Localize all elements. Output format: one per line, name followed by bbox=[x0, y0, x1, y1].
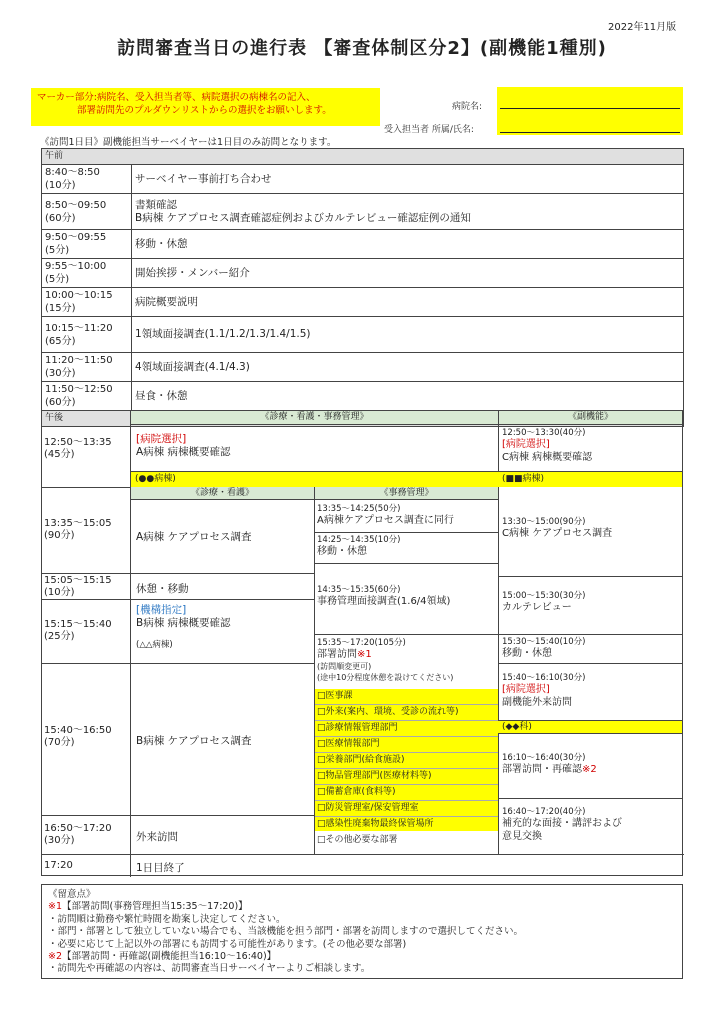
note-heading: 【部署訪問・再確認(副機能担当16:10〜16:40)】 bbox=[62, 951, 277, 963]
row-time: 17:20 bbox=[44, 860, 73, 871]
row-time: 12:50〜13:35 bbox=[44, 437, 112, 448]
marker-note-line2: 部署訪問先のプルダウンリストからの選択をお願いします。 bbox=[77, 105, 332, 116]
row-time-block bbox=[44, 518, 130, 542]
dept-visit-note: (訪問順変更可) bbox=[317, 662, 372, 671]
row-time: 11:50〜12:50 bbox=[45, 384, 113, 395]
dept-checkbox[interactable]: □備蓄倉庫(食料等) bbox=[315, 785, 498, 801]
row-time: 16:50〜17:20 bbox=[44, 823, 112, 834]
row-duration: (70分) bbox=[44, 737, 75, 748]
hospital-select-tag: [病院選択] bbox=[502, 439, 550, 450]
row-duration: (90分) bbox=[44, 530, 75, 541]
sub-time: 16:10〜16:40(30分) bbox=[502, 753, 586, 763]
sub-text: 意見交換 bbox=[502, 830, 542, 842]
row-time-block bbox=[44, 437, 130, 461]
sub-time: 15:30〜15:40(10分) bbox=[502, 637, 586, 647]
schedule-row bbox=[42, 317, 684, 353]
divider bbox=[498, 663, 682, 664]
department-name-field[interactable]: (◆◆科) bbox=[498, 720, 682, 734]
dept-checkbox[interactable]: □その他必要な部署 bbox=[317, 835, 398, 845]
row-content: 病院概要説明 bbox=[135, 295, 198, 308]
dept-visit-title bbox=[317, 649, 497, 661]
day1-note: 《訪問1日目》副機能担当サーベイヤーは1日目のみ訪問となります。 bbox=[40, 137, 337, 148]
schedule-row bbox=[42, 353, 684, 382]
row-content: サーベイヤー事前打ち合わせ bbox=[135, 172, 272, 185]
schedule-row bbox=[42, 194, 684, 230]
notes-title: 《留意点》 bbox=[48, 889, 96, 900]
row-duration: (10分) bbox=[44, 587, 75, 598]
row-time-block bbox=[44, 823, 130, 847]
divider bbox=[42, 573, 314, 574]
note-mark: ※2 bbox=[48, 951, 63, 963]
afternoon-label: 午後 bbox=[42, 411, 684, 427]
ward-overview-text: A病棟 病棟概要確認 bbox=[136, 446, 231, 458]
row-duration: (15分) bbox=[45, 303, 76, 314]
morning-label: 午前 bbox=[42, 149, 684, 165]
row-content: 開始挨拶・メンバー紹介 bbox=[135, 266, 250, 279]
dept-visit-time: 15:35〜17:20(105分) bbox=[317, 638, 406, 648]
schedule-row bbox=[42, 259, 684, 288]
sub-function-header: 《副機能》 bbox=[498, 411, 682, 425]
afternoon-schedule bbox=[41, 410, 683, 876]
sub-time: 15:00〜15:30(30分) bbox=[502, 591, 586, 601]
row-duration: (5分) bbox=[45, 245, 70, 256]
sub-ward-name-field[interactable]: (■■病棟) bbox=[498, 471, 682, 487]
ward-name-field[interactable]: (●●病棟) bbox=[131, 471, 498, 487]
note-line: ・必要に応じて上記以外の部署にも訪問する可能性があります。(その他必要な部署) bbox=[48, 938, 407, 950]
sub-text: 移動・休憩 bbox=[502, 648, 552, 659]
ward-overview-text: B病棟 病棟概要確認 bbox=[136, 617, 231, 629]
morning-schedule-table bbox=[41, 148, 684, 427]
nursing-column-header: 《診療・看護》 bbox=[131, 487, 314, 500]
admin-text: A病棟ケアプロセス調査に同行 bbox=[317, 515, 454, 526]
marker-note-line1: マーカー部分:病院名、受入担当者等、病院選択の病棟名の記入、 bbox=[37, 92, 316, 103]
row-content: B病棟 ケアプロセス調査確認症例およびカルテレビュー確認症例の通知 bbox=[135, 211, 471, 224]
row-duration: (30分) bbox=[45, 368, 76, 379]
dept-checkbox[interactable]: □栄養部門(給食施設) bbox=[315, 753, 498, 769]
designated-tag: [機構指定] bbox=[136, 604, 187, 616]
row-duration: (60分) bbox=[45, 397, 76, 408]
divider bbox=[42, 663, 314, 664]
care-process-text: B病棟 ケアプロセス調査 bbox=[136, 735, 252, 747]
break-text: 休憩・移動 bbox=[136, 583, 189, 595]
row-time-block bbox=[44, 725, 130, 749]
note-mark: ※1 bbox=[357, 649, 372, 660]
note-line: ・訪問順は勤務や繁忙時間を勘案し決定してください。 bbox=[48, 913, 286, 925]
hospital-select-tag: [病院選択] bbox=[502, 684, 550, 695]
sub-time: 16:40〜17:20(40分) bbox=[502, 807, 586, 817]
row-duration: (5分) bbox=[45, 274, 70, 285]
row-duration: (25分) bbox=[44, 631, 75, 642]
row-content: 昼食・休憩 bbox=[135, 389, 188, 402]
admin-time: 14:25〜14:35(10分) bbox=[317, 535, 401, 545]
row-content: 移動・休憩 bbox=[135, 237, 188, 250]
sub-text: 副機能外来訪問 bbox=[502, 696, 572, 708]
note-mark: ※2 bbox=[582, 764, 597, 775]
ward-name: (△△病棟) bbox=[136, 640, 173, 650]
row-duration: (30分) bbox=[44, 835, 75, 846]
notes-box bbox=[41, 884, 683, 979]
row-content: 書類確認 bbox=[135, 198, 177, 211]
receiver-field[interactable] bbox=[500, 132, 680, 133]
row-time-block bbox=[44, 575, 130, 599]
hospital-select-tag: [病院選択] bbox=[136, 433, 187, 445]
dept-checkbox[interactable]: □物品管理部門(医療材料等) bbox=[315, 769, 498, 785]
divider bbox=[42, 815, 314, 816]
row-duration: (45分) bbox=[44, 449, 75, 460]
admin-time: 13:35〜14:25(50分) bbox=[317, 504, 401, 514]
dept-checkbox[interactable]: □診療情報管理部門 bbox=[315, 721, 498, 737]
hospital-name-field[interactable] bbox=[500, 108, 680, 109]
row-content: 4領域面接調査(4.1/4.3) bbox=[135, 360, 250, 373]
row-duration: (65分) bbox=[45, 335, 76, 347]
row-time: 15:40〜16:50 bbox=[44, 725, 112, 736]
dept-checkbox[interactable]: □医療情報部門 bbox=[315, 737, 498, 753]
hospital-name-label: 病院名: bbox=[452, 102, 483, 112]
note-mark: ※1 bbox=[48, 901, 63, 913]
note-line: ・部門・部署として独立していない場合でも、当該機能を担う部門・部署を訪問しますので選択してください。 bbox=[48, 926, 524, 938]
divider bbox=[498, 576, 682, 577]
schedule-row bbox=[42, 288, 684, 317]
divider bbox=[498, 798, 682, 799]
sub-time: 12:50〜13:30(40分) bbox=[502, 428, 586, 438]
row-content: 1領域面接調査(1.1/1.2/1.3/1.4/1.5) bbox=[135, 328, 311, 340]
day-end-text: 1日目終了 bbox=[136, 862, 185, 874]
row-time: 13:35〜15:05 bbox=[44, 518, 112, 529]
row-time: 8:50〜09:50 bbox=[45, 199, 107, 211]
sub-text: 補充的な面接・講評および bbox=[502, 818, 622, 829]
schedule-row bbox=[42, 382, 684, 411]
sub-text: 部署訪問・再確認 bbox=[502, 764, 582, 775]
row-time-block bbox=[44, 619, 130, 643]
dept-checkbox[interactable]: □感染性廃棄物最終保管場所 bbox=[317, 819, 434, 829]
row-duration: (10分) bbox=[45, 180, 76, 191]
row-time: 15:15〜15:40 bbox=[44, 619, 112, 630]
page-title: 訪問審査当日の進行表 【審査体制区分2】(副機能1種別) bbox=[117, 38, 607, 59]
ward-overview-text: C病棟 病棟概要確認 bbox=[502, 451, 593, 463]
dept-checkbox[interactable]: □防災管理室/保安管理室 bbox=[315, 801, 498, 817]
divider bbox=[42, 599, 314, 600]
hospital-receiver-highlight bbox=[497, 87, 683, 135]
divider bbox=[42, 854, 684, 855]
admin-text: 事務管理面接調査(1.6/4領域) bbox=[317, 596, 451, 607]
care-process-text: A病棟 ケアプロセス調査 bbox=[136, 531, 252, 543]
dept-checkbox[interactable]: □医事課 bbox=[315, 689, 498, 705]
row-time: 9:50〜09:55 bbox=[45, 232, 107, 243]
main-column-header: 《診療・看護・事務管理》 bbox=[131, 411, 498, 425]
dept-visit-label: 部署訪問 bbox=[317, 649, 357, 660]
receiver-label: 受入担当者 所属/氏名: bbox=[384, 125, 474, 135]
version-label: 2022年11月版 bbox=[608, 22, 677, 33]
admin-text: 移動・休憩 bbox=[317, 546, 367, 557]
row-time: 8:40〜8:50 bbox=[45, 167, 100, 178]
row-time: 10:15〜11:20 bbox=[45, 322, 113, 334]
row-duration: (60分) bbox=[45, 212, 76, 224]
afternoon-time-column bbox=[42, 411, 131, 877]
note-line: ・訪問先や再確認の内容は、訪問審査当日サーベイヤーよりご相談します。 bbox=[48, 963, 371, 975]
admin-time: 14:35〜15:35(60分) bbox=[317, 585, 401, 595]
schedule-row bbox=[42, 165, 684, 194]
dept-checkbox[interactable]: □外来(案内、環境、受診の流れ等) bbox=[315, 705, 498, 721]
sub-time: 15:40〜16:10(30分) bbox=[502, 673, 586, 683]
row-time: 10:00〜10:15 bbox=[45, 290, 113, 301]
schedule-row bbox=[42, 230, 684, 259]
sub-time: 13:30〜15:00(90分) bbox=[502, 517, 586, 527]
row-time: 9:55〜10:00 bbox=[45, 261, 107, 272]
admin-column-header: 《事務管理》 bbox=[314, 487, 498, 500]
row-time: 15:05〜15:15 bbox=[44, 575, 112, 586]
sub-text: C病棟 ケアプロセス調査 bbox=[502, 528, 613, 539]
sub-text: カルテレビュー bbox=[502, 602, 572, 613]
dept-visit-note: (途中10分程度休憩を設けてください) bbox=[317, 673, 454, 682]
divider bbox=[314, 563, 498, 564]
note-heading: 【部署訪問(事務管理担当15:35〜17:20)】 bbox=[62, 901, 248, 913]
divider bbox=[314, 634, 498, 635]
dept-checklist bbox=[315, 689, 498, 831]
row-time: 11:20〜11:50 bbox=[45, 355, 113, 366]
marker-note bbox=[31, 88, 380, 126]
outpatient-visit-text: 外来訪問 bbox=[136, 831, 178, 843]
divider bbox=[314, 532, 498, 533]
divider bbox=[498, 634, 682, 635]
